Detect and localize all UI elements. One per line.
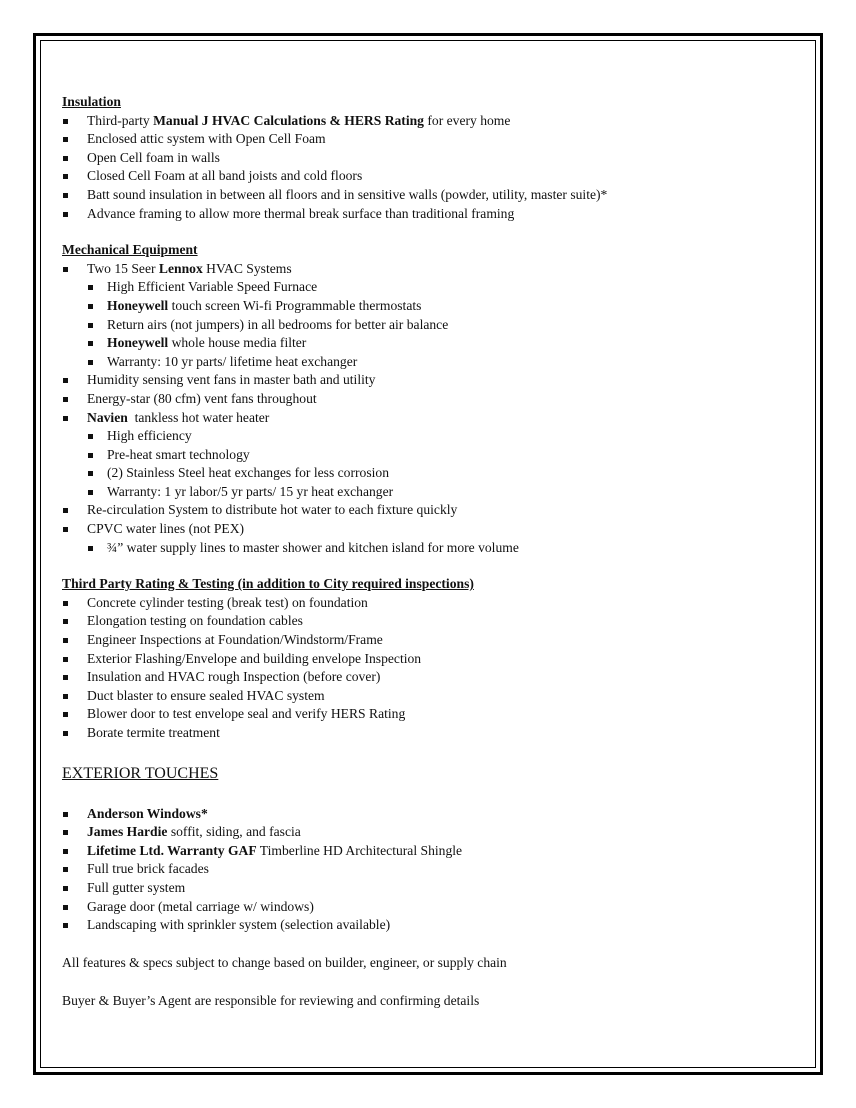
- item-text: touch screen Wi-fi Programmable thermostats: [168, 297, 422, 313]
- bullet-icon: [88, 490, 93, 495]
- insulation-item: [62, 130, 802, 149]
- item-text: Batt sound insulation in between all floors and in sensitive walls (powder, utility, master suite)*: [87, 186, 608, 202]
- bullet-icon: [63, 416, 68, 421]
- mechanical-item: [62, 371, 802, 390]
- bullet-icon: [63, 830, 68, 835]
- bullet-icon: [63, 174, 68, 179]
- item-text: Borate termite treatment: [87, 725, 220, 740]
- item-text: Energy-star (80 cfm) vent fans throughout: [87, 390, 317, 406]
- bullet-icon: [63, 137, 68, 142]
- bullet-icon: [63, 731, 68, 736]
- item-text-bold: James Hardie: [87, 824, 168, 840]
- mechanical-item: [62, 501, 802, 520]
- bullet-icon: [63, 675, 68, 680]
- exterior-item: [62, 879, 802, 898]
- item-text: CPVC water lines (not PEX): [87, 521, 245, 537]
- item-text: Landscaping with sprinkler system (selection available): [87, 917, 391, 933]
- exterior-item: [62, 805, 802, 824]
- third-party-item: [62, 650, 802, 669]
- item-text: Return airs (not jumpers) in all bedrooms for better air balance: [107, 316, 449, 332]
- item-text-bold: Lennox: [158, 260, 203, 276]
- bullet-icon: [63, 886, 68, 891]
- insulation-item: [62, 112, 802, 131]
- item-text: Advance framing to allow more thermal break surface than traditional framing: [87, 205, 515, 221]
- third-party-item: [62, 668, 802, 687]
- item-text-bold: Honeywell: [107, 335, 169, 351]
- item-text: Engineer Inspections at Foundation/Windstorm/Frame: [87, 632, 383, 648]
- item-text: Enclosed attic system with Open Cell Foam: [87, 131, 326, 147]
- mechanical-subitem: [62, 446, 802, 465]
- item-text: Duct blaster to ensure sealed HVAC system: [87, 687, 325, 703]
- third-party-heading: Third Party Rating & Testing (in addition to City required inspections): [62, 576, 474, 592]
- item-text: Timberline HD Architectural Shingle: [256, 842, 463, 858]
- bullet-icon: [63, 527, 68, 532]
- bullet-icon: [63, 119, 68, 124]
- item-text: ¾” water supply lines to master shower and kitchen island for more volume: [107, 539, 519, 555]
- item-text: High efficiency: [107, 428, 192, 444]
- third-party-item: [62, 612, 802, 631]
- exterior-item: [62, 842, 802, 861]
- bullet-icon: [63, 193, 68, 198]
- bullet-icon: [63, 156, 68, 161]
- item-text: Concrete cylinder testing (break test) on foundation: [87, 594, 368, 610]
- mechanical-item: [62, 260, 802, 279]
- bullet-icon: [88, 323, 93, 328]
- item-text: Insulation and HVAC rough Inspection (before cover): [87, 669, 381, 685]
- bullet-icon: [88, 453, 93, 458]
- mechanical-subitem: [62, 464, 802, 483]
- third-party-item: [62, 705, 802, 724]
- mechanical-subitem: [62, 278, 802, 297]
- insulation-item: [62, 167, 802, 186]
- item-text: Pre-heat smart technology: [107, 446, 250, 462]
- mechanical-subitem: [62, 427, 802, 446]
- third-party-item: [62, 594, 802, 613]
- mechanical-heading: Mechanical Equipment: [62, 242, 198, 258]
- bullet-icon: [63, 508, 68, 513]
- item-text: Blower door to test envelope seal and verify HERS Rating: [87, 706, 406, 722]
- item-text: Two 15 Seer: [87, 260, 159, 276]
- insulation-item: [62, 149, 802, 168]
- mechanical-subitem: [62, 539, 802, 558]
- mechanical-subitem: [62, 316, 802, 335]
- bullet-icon: [63, 849, 68, 854]
- mechanical-item: [62, 390, 802, 409]
- item-text: Third-party: [87, 112, 154, 128]
- item-text: HVAC Systems: [202, 260, 292, 276]
- item-text: Full true brick facades: [87, 861, 209, 877]
- bullet-icon: [88, 360, 93, 365]
- item-text-bold: Lifetime Ltd. Warranty GAF: [87, 842, 257, 858]
- item-text-bold: Manual J HVAC Calculations & HERS Rating: [153, 112, 424, 128]
- exterior-item: [62, 860, 802, 879]
- item-text: for every home: [423, 112, 511, 128]
- item-text: Warranty: 10 yr parts/ lifetime heat exchanger: [107, 353, 358, 369]
- item-text: Elongation testing on foundation cables: [87, 613, 303, 629]
- item-text: (2) Stainless Steel heat exchanges for less corrosion: [107, 465, 389, 481]
- exterior-item: [62, 916, 802, 935]
- disclaimer-note: Buyer & Buyer’s Agent are responsible for reviewing and confirming details: [62, 992, 480, 1008]
- item-text: whole house media filter: [168, 335, 307, 351]
- bullet-icon: [63, 212, 68, 217]
- exterior-item: [62, 898, 802, 917]
- mechanical-subitem: [62, 297, 802, 316]
- item-text: Closed Cell Foam at all band joists and cold floors: [87, 168, 363, 184]
- mechanical-item: [62, 409, 802, 428]
- item-text: tankless hot water heater: [127, 409, 270, 425]
- mechanical-subitem: [62, 334, 802, 353]
- bullet-icon: [63, 267, 68, 272]
- bullet-icon: [88, 546, 93, 551]
- bullet-icon: [88, 304, 93, 309]
- bullet-icon: [88, 471, 93, 476]
- item-text-bold: Honeywell: [107, 297, 169, 313]
- item-text: soffit, siding, and fascia: [167, 824, 301, 840]
- insulation-heading: Insulation: [62, 94, 121, 109]
- spec-sheet-content: [62, 93, 802, 1011]
- bullet-icon: [63, 657, 68, 662]
- item-text-bold: Navien: [87, 409, 128, 425]
- bullet-icon: [63, 378, 68, 383]
- disclaimer-note: All features & specs subject to change based on builder, engineer, or supply chain: [62, 954, 507, 970]
- insulation-item: [62, 205, 802, 224]
- bullet-icon: [63, 867, 68, 872]
- bullet-icon: [88, 341, 93, 346]
- mechanical-item: [62, 520, 802, 539]
- item-text: Re-circulation System to distribute hot water to each fixture quickly: [87, 502, 458, 518]
- bullet-icon: [63, 638, 68, 643]
- third-party-item: [62, 687, 802, 706]
- bullet-icon: [63, 812, 68, 817]
- bullet-icon: [63, 601, 68, 606]
- mechanical-subitem: [62, 483, 802, 502]
- item-text: Humidity sensing vent fans in master bath and utility: [87, 372, 376, 388]
- bullet-icon: [63, 712, 68, 717]
- item-text: Exterior Flashing/Envelope and building envelope Inspection: [87, 650, 422, 666]
- bullet-icon: [88, 285, 93, 290]
- bullet-icon: [63, 619, 68, 624]
- item-text: High Efficient Variable Speed Furnace: [107, 279, 318, 295]
- bullet-icon: [88, 434, 93, 439]
- item-text: Garage door (metal carriage w/ windows): [87, 898, 314, 914]
- item-text: Full gutter system: [87, 879, 186, 895]
- exterior-item: [62, 823, 802, 842]
- third-party-item: [62, 631, 802, 650]
- item-text: Open Cell foam in walls: [87, 149, 220, 165]
- bullet-icon: [63, 694, 68, 699]
- insulation-item: [62, 186, 802, 205]
- item-text-bold: Anderson Windows*: [87, 805, 208, 821]
- bullet-icon: [63, 905, 68, 910]
- third-party-item: [62, 724, 802, 743]
- item-text: Warranty: 1 yr labor/5 yr parts/ 15 yr heat exchanger: [107, 483, 394, 499]
- exterior-heading: EXTERIOR TOUCHES: [62, 764, 219, 782]
- mechanical-subitem: [62, 353, 802, 372]
- bullet-icon: [63, 397, 68, 402]
- bullet-icon: [63, 923, 68, 928]
